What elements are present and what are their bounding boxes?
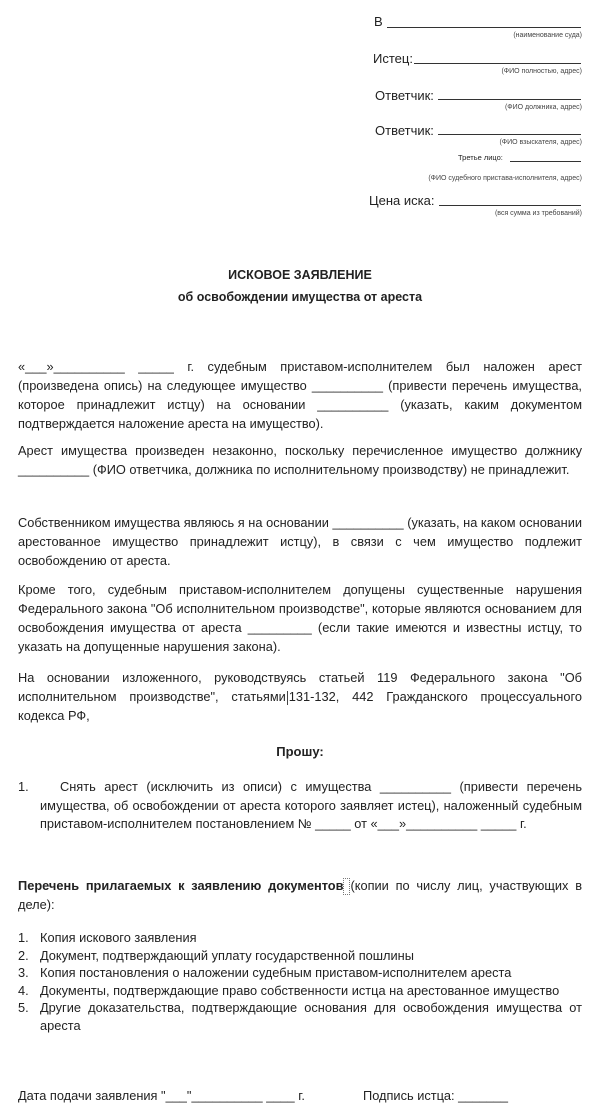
attachment-number: 4.: [18, 982, 29, 998]
plaintiff-caption: (ФИО полностью, адрес): [501, 68, 582, 75]
paragraph-2: Арест имущества произведен незаконно, поскольку перечисленное имущество должнику __________ (ФИО ответчика, должника по исполнительному производству) не принадлежит.: [18, 443, 582, 477]
court-line: [387, 27, 581, 28]
request-item: [18, 778, 582, 834]
attachments-heading-tail: (копии по числу лиц, участвующих в деле):: [18, 878, 582, 913]
attachments-heading: Перечень прилагаемых к заявлению документов: [18, 878, 344, 893]
attachment-number: 1.: [18, 930, 29, 945]
paragraph-1: «___»__________ _____ г. судебным приставом-исполнителем был наложен арест (произведена опись) на следующее имущество __________ (привести перечень имущества, которое принадлежит истцу) на основании __________ (указать, каким документом подтверждается наложение ареста на имущество).: [18, 359, 582, 431]
request-item-text: Снять арест (исключить из описи) с имущества __________ (привести перечень имущества, об освобождении от ареста которого заявляет истец), наложенный судебным приставом-исполнителем постановлением № _____ от «___»__________ _____ г.: [40, 779, 582, 831]
request-list: [18, 778, 582, 834]
defendant2-label: Ответчик:: [375, 123, 434, 138]
attachment-number: 2.: [18, 947, 29, 963]
document-subtitle: об освобождении имущества от ареста: [177, 290, 423, 304]
attachment-number: 3.: [18, 965, 29, 980]
attachment-item: [18, 929, 582, 947]
defendant1-caption: (ФИО должника, адрес): [504, 104, 582, 111]
defendant1-line: [438, 99, 581, 100]
claim-price-line: [439, 205, 581, 206]
attachment-item: [18, 964, 582, 982]
request-item-number: 1.: [18, 779, 29, 794]
defendant2-caption: (ФИО взыскателя, адрес): [499, 139, 582, 146]
court-label: В: [374, 14, 383, 29]
defendant1-label: Ответчик:: [375, 88, 434, 103]
paragraph-4: Кроме того, судебным приставом-исполнителем допущены существенные нарушения Федерального закона "Об исполнительном производстве", которые являются основанием для освобождения имущества от ареста _________ (если такие имеются и известны истцу, то указать на допущенные нарушения закона).: [18, 582, 582, 654]
defendant2-line: [438, 134, 581, 135]
court-caption: (наименование суда): [513, 32, 582, 39]
attachments-list: [18, 929, 582, 1034]
plaintiff-signature: Подпись истца: _______: [363, 1088, 508, 1103]
third-party-caption: (ФИО судебного пристава-исполнителя, адрес): [428, 175, 582, 182]
claim-price-caption: (вся сумма из требований): [494, 210, 582, 217]
plaintiff-label: Истец:: [373, 51, 413, 66]
attachment-item: [18, 982, 582, 1000]
filing-date: Дата подачи заявления "___"__________ ____ г.: [18, 1088, 305, 1103]
attachment-text: Другие доказательства, подтверждающие основания для освобождения имущества от ареста: [40, 1000, 582, 1033]
paragraph-5: [18, 668, 582, 725]
text-cursor: [287, 691, 288, 705]
request-heading: Прошу:: [276, 744, 324, 759]
paragraph-5-part-b: 131-132, 442 Гражданского процессуального кодекса РФ,: [18, 689, 582, 723]
plaintiff-line: [414, 63, 581, 64]
paragraph-3: Собственником имущества являюсь я на основании __________ (указать, на каком основании арестованное имущество принадлежит истцу), в связи с чем имущество подлежит освобождению от ареста.: [18, 515, 582, 568]
attachment-text: Документы, подтверждающие право собственности истца на арестованное имущество: [40, 982, 560, 998]
claim-price-label: Цена иска:: [369, 193, 435, 208]
attachments-heading-paragraph: [18, 876, 582, 914]
attachment-item: [18, 947, 582, 965]
attachment-text: Документ, подтверждающий уплату государственной пошлины: [40, 947, 414, 963]
third-party-label: Третье лицо:: [458, 153, 503, 162]
attachment-text: Копия искового заявления: [40, 930, 197, 945]
attachment-text: Копия постановления о наложении судебным приставом-исполнителем ареста: [40, 965, 512, 980]
paragraph-5-part-a: На основании изложенного, руководствуясь статьей 119 Федерального закона "Об исполнительном производстве", статьями: [18, 670, 582, 704]
attachment-item: [18, 999, 582, 1034]
document-title: ИСКОВОЕ ЗАЯВЛЕНИЕ: [228, 268, 372, 282]
third-party-line: [510, 161, 581, 162]
attachment-number: 5.: [18, 1000, 29, 1015]
